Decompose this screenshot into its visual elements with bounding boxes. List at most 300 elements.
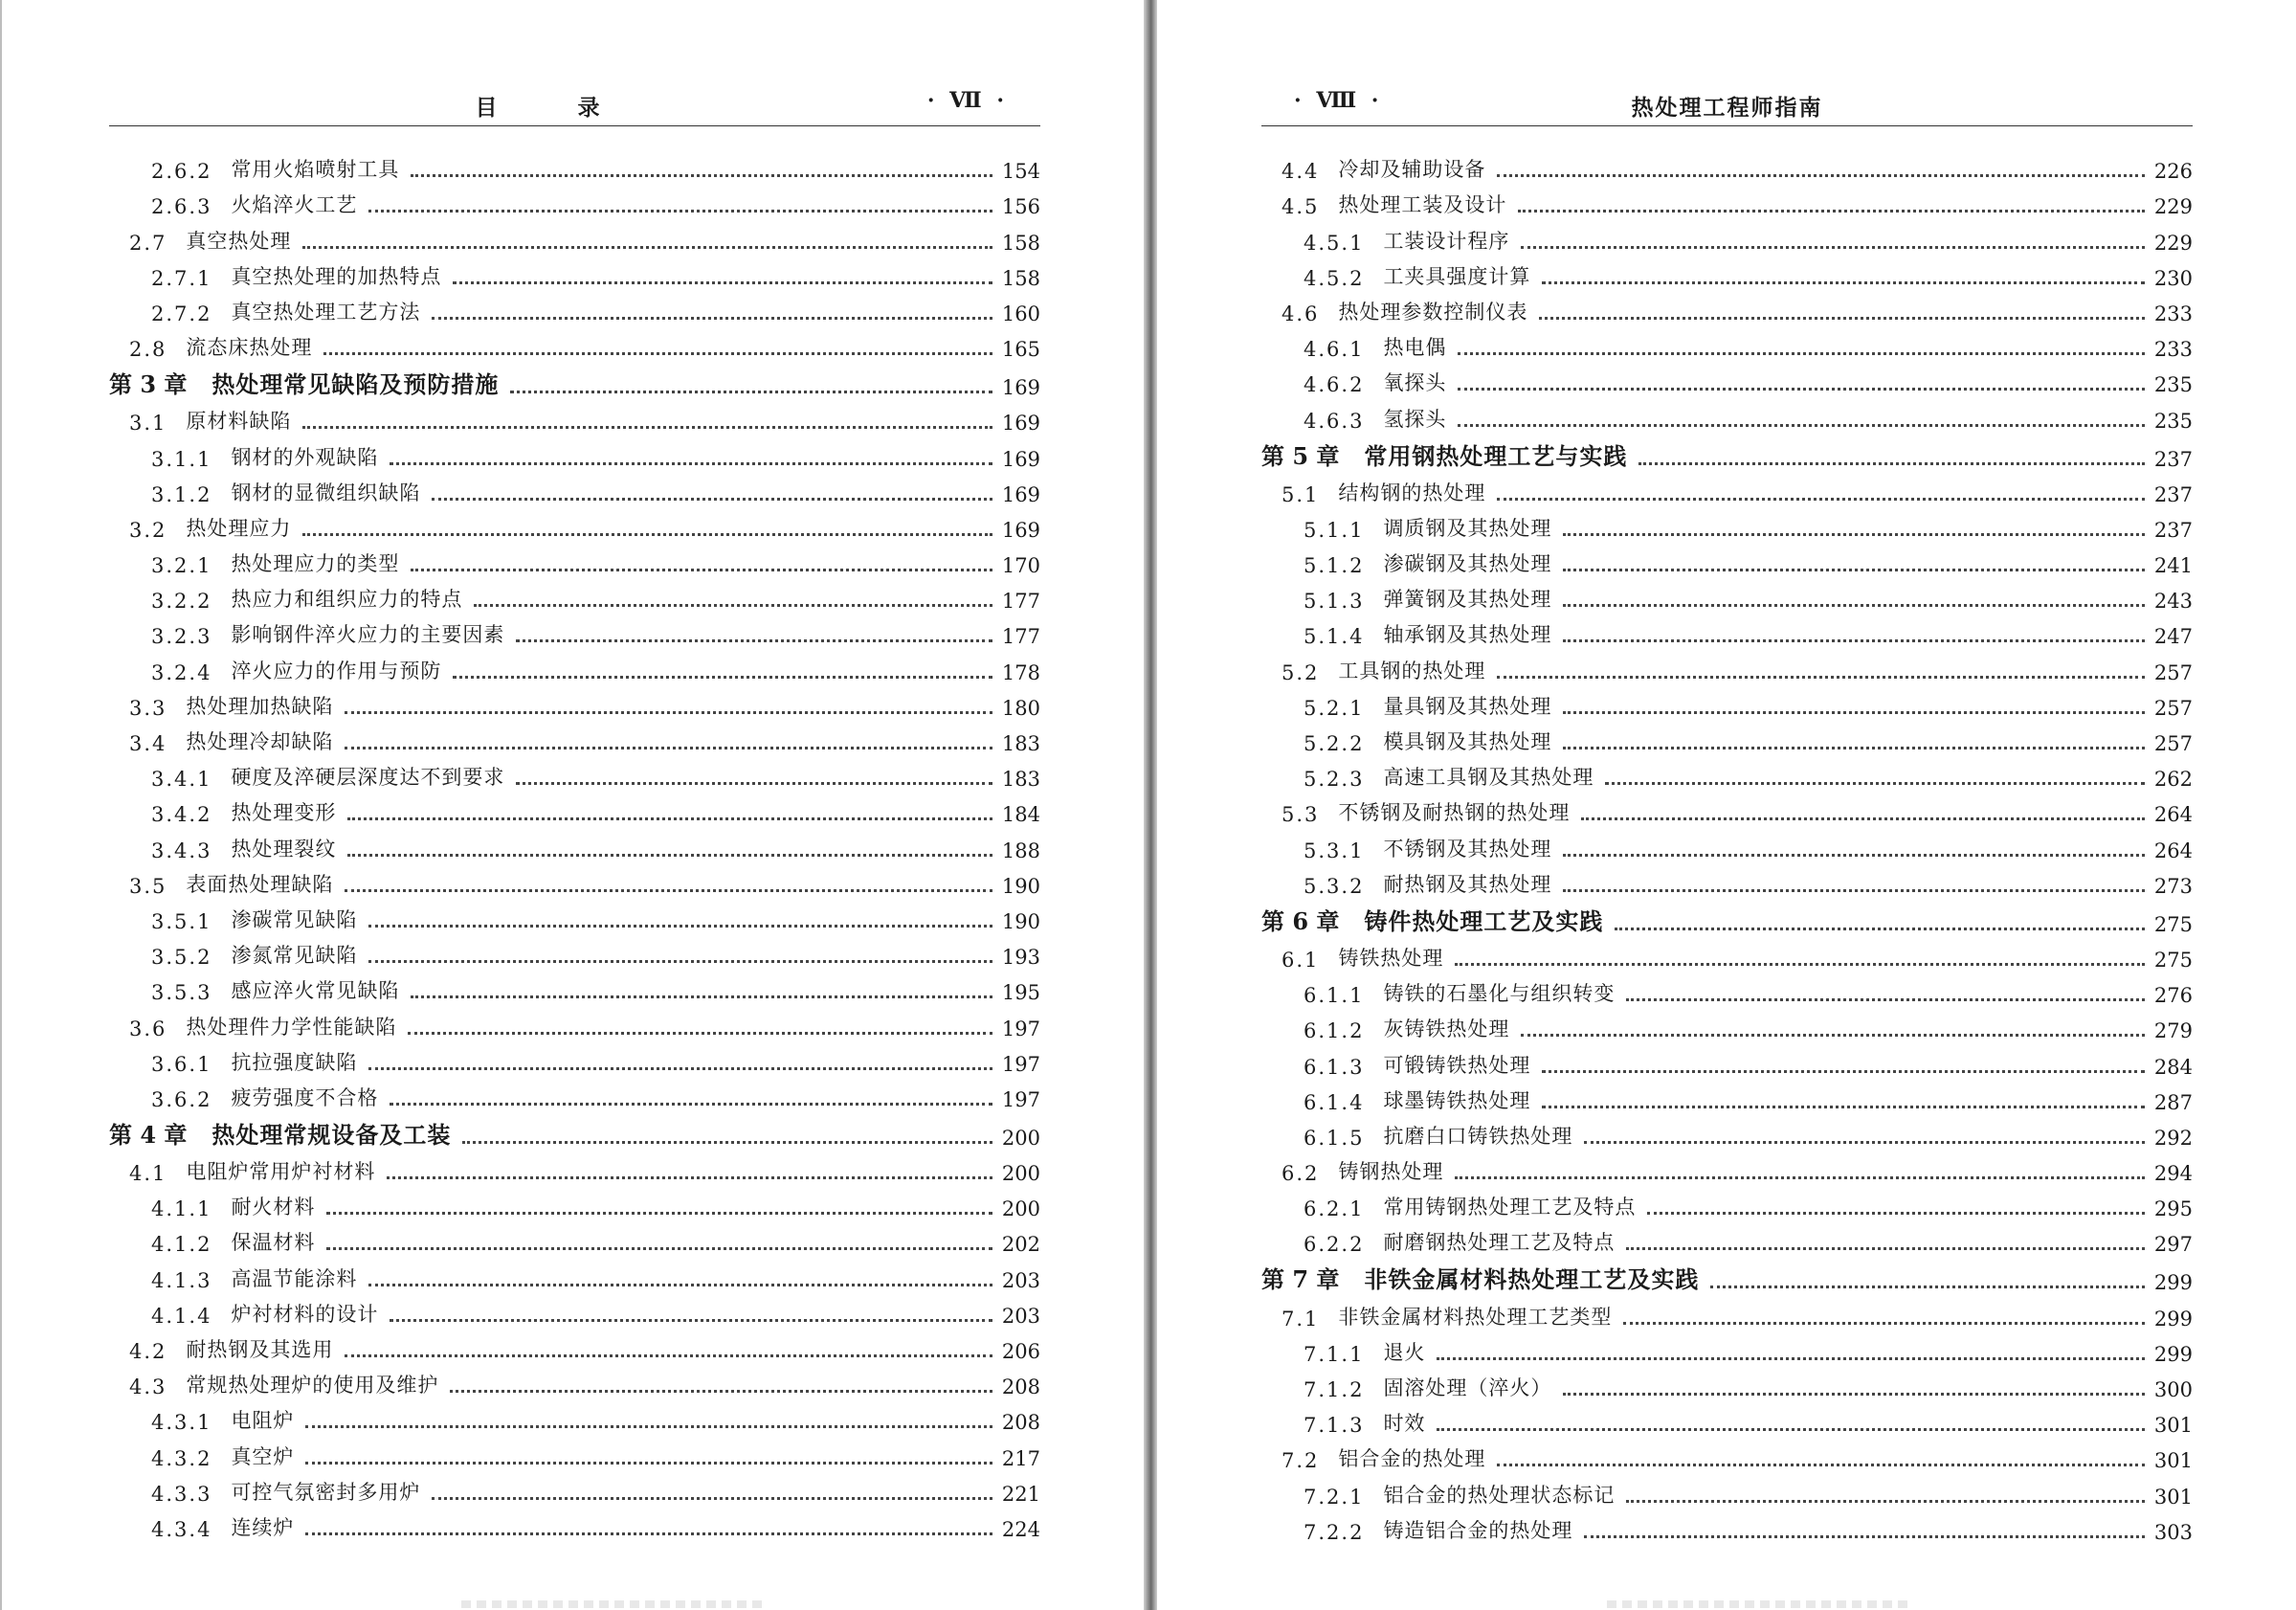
toc-entry-number: 6.1.2 (1304, 1019, 1365, 1043)
toc-entry-number: 7.1.3 (1304, 1414, 1365, 1438)
toc-dot-leader (453, 676, 992, 679)
toc-entry-title: 冷却及辅助设备 (1338, 158, 1486, 182)
toc-entry[interactable] (109, 862, 1040, 898)
toc-entry-page: 158 (1001, 231, 1040, 255)
toc-entry-title: 工夹具强度计算 (1383, 264, 1531, 288)
toc-entry[interactable] (109, 1185, 1040, 1220)
toc-entry[interactable] (1261, 1437, 2193, 1472)
toc-entry-title: 热处理加热缺陷 (186, 694, 334, 718)
toc-entry-page: 208 (1001, 1411, 1040, 1435)
toc-entry[interactable] (1261, 1401, 2193, 1437)
toc-entry-page: 183 (1001, 732, 1040, 755)
toc-entry-number: 4.6.2 (1304, 373, 1365, 397)
toc-entry-title: 模具钢及其热处理 (1383, 730, 1552, 753)
right-page-footer (1607, 1600, 1913, 1608)
toc-entry[interactable] (109, 147, 1040, 183)
toc-entry[interactable] (109, 1398, 1040, 1434)
toc-entry-page: 257 (2153, 660, 2193, 684)
toc-entry-title: 固溶处理（淬火） (1383, 1376, 1552, 1399)
toc-entry-number: 5.2.3 (1304, 768, 1365, 792)
toc-dot-leader (1584, 1535, 2144, 1538)
toc-entry-number: 3.2.1 (151, 554, 212, 578)
toc-entry-title: 铝合金的热处理状态标记 (1383, 1483, 1616, 1507)
toc-dot-leader (1563, 711, 2144, 714)
toc-entry-page: 287 (2153, 1090, 2193, 1114)
toc-entry-page: 275 (2153, 948, 2193, 972)
toc-entry-number: 2.6.2 (151, 160, 212, 184)
toc-entry[interactable] (1261, 218, 2193, 254)
toc-dot-leader (1615, 928, 2144, 930)
toc-dot-leader (1563, 854, 2144, 857)
toc-entry-number: 第 4 章 (109, 1120, 188, 1149)
toc-dot-leader (368, 1284, 992, 1286)
toc-entry-title: 耐热钢及其热处理 (1383, 872, 1552, 896)
toc-entry[interactable] (1261, 1294, 2193, 1330)
toc-entry[interactable] (1261, 826, 2193, 861)
toc-entry-number: 5.2 (1282, 660, 1320, 684)
toc-entry-number: 6.1.3 (1304, 1055, 1365, 1079)
toc-entry-page: 279 (2153, 1019, 2193, 1043)
toc-entry[interactable] (1261, 1330, 2193, 1366)
toc-entry-number: 4.1.2 (151, 1233, 212, 1257)
toc-entry-number: 3.5.3 (151, 981, 212, 1005)
toc-entry-title: 工具钢的热处理 (1338, 659, 1486, 682)
toc-entry-title: 不锈钢及耐热钢的热处理 (1338, 801, 1571, 825)
toc-dot-leader (516, 782, 992, 785)
toc-entry-number: 4.4 (1282, 160, 1320, 184)
toc-entry-title: 耐磨钢热处理工艺及特点 (1383, 1231, 1616, 1255)
left-page-footer (461, 1600, 768, 1608)
toc-entry-number: 4.6 (1282, 302, 1320, 325)
toc-entry-number: 6.1.5 (1304, 1126, 1365, 1150)
toc-dot-leader (1458, 352, 2144, 355)
toc-entry-page: 188 (1001, 839, 1040, 862)
right-toc-list (1261, 147, 2193, 1544)
toc-entry[interactable] (1261, 542, 2193, 577)
toc-entry[interactable] (1261, 791, 2193, 826)
toc-entry[interactable] (1261, 862, 2193, 898)
toc-entry[interactable] (109, 1040, 1040, 1076)
toc-entry-page: 264 (2153, 803, 2193, 827)
toc-entry-title: 影响钢件淬火应力的主要因素 (231, 623, 505, 647)
toc-entry-number: 5.2.1 (1304, 696, 1365, 720)
toc-entry-number: 3.2.2 (151, 590, 212, 614)
toc-entry-page: 235 (2153, 409, 2193, 433)
toc-entry-number: 6.1 (1282, 948, 1320, 972)
toc-entry-title: 热处理应力的类型 (231, 552, 400, 576)
toc-entry[interactable] (109, 471, 1040, 506)
toc-entry[interactable] (109, 1434, 1040, 1469)
toc-entry[interactable] (1261, 648, 2193, 683)
toc-entry-title: 渗碳钢及其热处理 (1383, 552, 1552, 576)
toc-entry[interactable] (1261, 577, 2193, 613)
toc-entry-number: 5.3 (1282, 803, 1320, 827)
toc-entry[interactable] (109, 542, 1040, 577)
toc-chapter-entry[interactable] (109, 361, 1040, 399)
toc-entry-number: 5.3.1 (1304, 839, 1365, 862)
toc-entry[interactable] (109, 1363, 1040, 1398)
toc-entry-number: 3.6.2 (151, 1087, 212, 1111)
toc-entry[interactable] (1261, 506, 2193, 542)
toc-entry-page: 156 (1001, 195, 1040, 219)
toc-entry-page: 183 (1001, 768, 1040, 792)
toc-dot-leader (1521, 246, 2144, 249)
book-gutter (1144, 0, 1157, 1610)
toc-dot-leader (1518, 210, 2145, 212)
toc-entry-number: 4.3.2 (151, 1446, 212, 1470)
toc-entry[interactable] (1261, 1220, 2193, 1256)
toc-dot-leader (1455, 1176, 2145, 1179)
toc-entry[interactable] (1261, 1007, 2193, 1042)
toc-entry-page: 262 (2153, 768, 2193, 792)
toc-entry-number: 4.5.2 (1304, 266, 1365, 290)
toc-entry-title: 热电偶 (1383, 336, 1447, 360)
toc-entry[interactable] (1261, 255, 2193, 290)
toc-entry[interactable] (1261, 972, 2193, 1007)
toc-entry-page: 230 (2153, 266, 2193, 290)
toc-entry-title: 高温节能涂料 (231, 1266, 358, 1290)
toc-entry[interactable] (109, 613, 1040, 648)
toc-entry[interactable] (109, 255, 1040, 290)
left-page-header (109, 84, 1040, 126)
toc-dot-leader (1539, 317, 2145, 320)
toc-dot-leader (302, 533, 992, 536)
toc-entry-page: 203 (1001, 1304, 1040, 1328)
toc-chapter-entry[interactable] (109, 1111, 1040, 1150)
toc-entry[interactable] (1261, 1150, 2193, 1185)
toc-entry-page: 177 (1001, 625, 1040, 649)
toc-entry-title: 热处理工装及设计 (1338, 193, 1507, 217)
toc-entry-number: 4.1 (129, 1162, 167, 1186)
toc-dot-leader (368, 1067, 992, 1070)
toc-entry-title: 退火 (1383, 1340, 1426, 1364)
toc-entry-page: 169 (1001, 376, 1040, 400)
toc-chapter-entry[interactable] (1261, 433, 2193, 471)
toc-entry-title: 真空热处理的加热特点 (231, 264, 442, 288)
toc-entry-title: 弹簧钢及其热处理 (1383, 588, 1552, 612)
toc-dot-leader (1710, 1286, 2144, 1288)
toc-entry[interactable] (1261, 1114, 2193, 1150)
toc-dot-leader (1497, 174, 2145, 177)
toc-entry-page: 301 (2153, 1414, 2193, 1438)
toc-entry[interactable] (1261, 755, 2193, 791)
toc-entry-title: 热处理件力学性能缺陷 (186, 1015, 397, 1039)
toc-entry-number: 第 3 章 (109, 370, 188, 399)
toc-entry-title: 非铁金属材料热处理工艺及实践 (1364, 1265, 1700, 1294)
toc-chapter-entry[interactable] (1261, 898, 2193, 936)
toc-entry[interactable] (1261, 471, 2193, 506)
toc-entry-number: 4.1.3 (151, 1268, 212, 1292)
toc-dot-leader (390, 1103, 992, 1106)
toc-dot-leader (453, 281, 992, 284)
toc-dot-leader (411, 174, 992, 177)
toc-dot-leader (347, 817, 992, 820)
toc-entry-title: 硬度及淬硬层深度达不到要求 (231, 766, 505, 790)
toc-entry-number: 2.7 (129, 231, 167, 255)
toc-entry-number: 2.7.1 (151, 266, 212, 290)
toc-entry-title: 常规热处理炉的使用及维护 (186, 1374, 439, 1398)
toc-entry-number: 5.2.2 (1304, 732, 1365, 755)
toc-entry[interactable] (109, 1328, 1040, 1363)
toc-entry-number: 4.3 (129, 1375, 167, 1399)
toc-entry[interactable] (109, 1076, 1040, 1111)
toc-entry-number: 3.1 (129, 412, 167, 436)
right-page-header (1261, 84, 2193, 126)
toc-entry-page: 197 (1001, 1087, 1040, 1111)
toc-entry[interactable] (109, 1506, 1040, 1541)
toc-entry-page: 235 (2153, 373, 2193, 397)
toc-entry-page: 233 (2153, 338, 2193, 362)
toc-entry[interactable] (1261, 936, 2193, 972)
toc-entry-title: 高速工具钢及其热处理 (1383, 766, 1594, 790)
toc-dot-leader (1497, 1464, 2145, 1466)
toc-entry[interactable] (109, 898, 1040, 933)
toc-entry-number: 4.5 (1282, 195, 1320, 219)
toc-entry-page: 237 (2153, 518, 2193, 542)
toc-entry-number: 3.4 (129, 732, 167, 755)
toc-entry-page: 180 (1001, 696, 1040, 720)
toc-entry[interactable] (109, 933, 1040, 969)
toc-entry[interactable] (1261, 1042, 2193, 1078)
toc-entry-page: 297 (2153, 1233, 2193, 1257)
toc-entry-title: 热应力和组织应力的特点 (231, 588, 463, 612)
toc-entry-number: 4.3.4 (151, 1517, 212, 1541)
toc-entry-title: 常用钢热处理工艺与实践 (1364, 441, 1628, 470)
toc-entry[interactable] (109, 183, 1040, 218)
toc-dot-leader (1647, 1212, 2144, 1215)
toc-entry-number: 6.1.4 (1304, 1090, 1365, 1114)
toc-entry-title: 氢探头 (1383, 407, 1447, 431)
toc-dot-leader (305, 1425, 992, 1428)
toc-entry-page: 178 (1001, 660, 1040, 684)
toc-entry-number: 7.2.1 (1304, 1485, 1365, 1509)
toc-entry-page: 160 (1001, 302, 1040, 325)
toc-entry-title: 调质钢及其热处理 (1383, 516, 1552, 540)
toc-entry[interactable] (109, 1470, 1040, 1506)
toc-dot-leader (450, 1390, 992, 1393)
toc-dot-leader (326, 1212, 992, 1215)
toc-entry[interactable] (109, 1150, 1040, 1185)
toc-dot-leader (323, 352, 992, 355)
toc-entry-page: 200 (1001, 1126, 1040, 1150)
toc-entry-page: 202 (1001, 1233, 1040, 1257)
toc-entry[interactable] (109, 1220, 1040, 1256)
toc-entry-number: 4.1.1 (151, 1197, 212, 1221)
toc-entry[interactable] (109, 684, 1040, 720)
toc-entry[interactable] (109, 969, 1040, 1004)
left-header-title: 目 录 (475, 95, 636, 121)
toc-dot-leader (1563, 569, 2144, 571)
toc-entry-page: 301 (2153, 1485, 2193, 1509)
toc-entry-number: 4.1.4 (151, 1304, 212, 1328)
toc-entry-title: 流态床热处理 (186, 336, 313, 360)
toc-entry-number: 4.3.3 (151, 1482, 212, 1506)
toc-entry[interactable] (109, 218, 1040, 254)
toc-entry[interactable] (109, 1004, 1040, 1040)
toc-entry[interactable] (1261, 1079, 2193, 1114)
toc-entry-page: 275 (2153, 912, 2193, 936)
toc-entry-title: 轴承钢及其热处理 (1383, 623, 1552, 647)
toc-entry-title: 量具钢及其热处理 (1383, 694, 1552, 718)
toc-entry[interactable] (109, 577, 1040, 613)
toc-entry-title: 渗氮常见缺陷 (231, 944, 358, 968)
toc-entry-title: 耐火材料 (231, 1196, 316, 1219)
toc-entry-number: 6.1.1 (1304, 984, 1365, 1008)
toc-dot-leader (1455, 963, 2145, 966)
toc-dot-leader (326, 1247, 992, 1250)
toc-entry-number: 5.1.4 (1304, 625, 1365, 649)
toc-entry-page: 241 (2153, 554, 2193, 578)
toc-entry-number: 3.1.2 (151, 482, 212, 506)
toc-entry[interactable] (109, 648, 1040, 683)
toc-entry-title: 热处理冷却缺陷 (186, 730, 334, 753)
toc-entry[interactable] (1261, 1472, 2193, 1508)
toc-entry-page: 233 (2153, 302, 2193, 325)
toc-entry-title: 电阻炉常用炉衬材料 (186, 1160, 376, 1184)
toc-entry-page: 169 (1001, 412, 1040, 436)
toc-dot-leader (1563, 533, 2144, 536)
toc-dot-leader (510, 391, 992, 393)
toc-entry-page: 229 (2153, 231, 2193, 255)
toc-entry[interactable] (1261, 720, 2193, 755)
toc-entry-page: 301 (2153, 1449, 2193, 1473)
toc-chapter-entry[interactable] (1261, 1256, 2193, 1294)
toc-dot-leader (1623, 1322, 2145, 1325)
toc-entry[interactable] (109, 435, 1040, 470)
toc-entry[interactable] (1261, 684, 2193, 720)
toc-entry-page: 200 (1001, 1162, 1040, 1186)
toc-entry[interactable] (1261, 1509, 2193, 1544)
toc-entry-title: 钢材的显微组织缺陷 (231, 481, 421, 504)
toc-entry-page: 169 (1001, 518, 1040, 542)
right-page-number: · Ⅷ · (1294, 88, 1383, 113)
toc-entry-number: 第 6 章 (1261, 906, 1340, 935)
toc-entry-title: 铸造铝合金的热处理 (1383, 1518, 1573, 1542)
toc-entry-number: 7.2 (1282, 1449, 1320, 1473)
right-header-title: 热处理工程师指南 (1631, 95, 1823, 121)
toc-entry-number: 第 5 章 (1261, 441, 1340, 470)
toc-entry[interactable] (1261, 183, 2193, 218)
toc-entry[interactable] (1261, 290, 2193, 325)
toc-dot-leader (1584, 1141, 2144, 1144)
toc-entry[interactable] (1261, 613, 2193, 648)
toc-entry-number: 7.2.2 (1304, 1520, 1365, 1544)
toc-entry-page: 193 (1001, 946, 1040, 970)
toc-entry-number: 4.6.3 (1304, 409, 1365, 433)
toc-entry-number: 3.2.3 (151, 625, 212, 649)
toc-entry-title: 铸铁的石墨化与组织转变 (1383, 982, 1616, 1006)
toc-entry[interactable] (1261, 361, 2193, 396)
toc-dot-leader (1542, 1070, 2144, 1073)
toc-entry[interactable] (109, 791, 1040, 826)
toc-entry-title: 可控气氛密封多用炉 (231, 1480, 421, 1504)
toc-entry[interactable] (1261, 1185, 2193, 1220)
toc-entry[interactable] (109, 1292, 1040, 1328)
toc-dot-leader (1458, 424, 2144, 427)
toc-dot-leader (462, 1141, 992, 1144)
toc-entry[interactable] (109, 506, 1040, 542)
toc-entry-title: 电阻炉 (231, 1409, 295, 1433)
toc-entry-number: 6.2.1 (1304, 1197, 1365, 1221)
toc-dot-leader (305, 1532, 992, 1535)
toc-entry[interactable] (1261, 396, 2193, 432)
toc-dot-leader (368, 925, 992, 928)
toc-entry[interactable] (109, 755, 1040, 791)
toc-entry-page: 158 (1001, 266, 1040, 290)
toc-entry-number: 3.2.4 (151, 660, 212, 684)
toc-entry-page: 299 (2153, 1307, 2193, 1330)
toc-entry-number: 3.5 (129, 874, 167, 898)
toc-entry[interactable] (1261, 325, 2193, 361)
right-page (1157, 0, 2296, 1610)
toc-entry-page: 237 (2153, 482, 2193, 506)
toc-entry-title: 保温材料 (231, 1231, 316, 1255)
toc-entry-page: 221 (1001, 1482, 1040, 1506)
toc-dot-leader (1437, 1428, 2144, 1431)
toc-entry-title: 氧探头 (1383, 371, 1447, 395)
toc-entry-page: 226 (2153, 160, 2193, 184)
toc-entry-number: 4.5.1 (1304, 231, 1365, 255)
toc-dot-leader (345, 889, 992, 892)
toc-entry-page: 257 (2153, 732, 2193, 755)
toc-entry-page: 299 (2153, 1342, 2193, 1366)
toc-entry-title: 热处理常规设备及工装 (212, 1120, 452, 1149)
toc-entry[interactable] (109, 399, 1040, 435)
toc-dot-leader (368, 960, 992, 963)
toc-entry[interactable] (109, 1256, 1040, 1291)
toc-dot-leader (1563, 604, 2144, 607)
toc-dot-leader (345, 711, 992, 714)
toc-dot-leader (1563, 639, 2144, 642)
toc-dot-leader (368, 210, 992, 212)
toc-entry-title: 工装设计程序 (1383, 229, 1510, 253)
toc-entry-page: 292 (2153, 1126, 2193, 1150)
toc-entry[interactable] (1261, 147, 2193, 183)
toc-entry[interactable] (1261, 1366, 2193, 1401)
toc-entry-page: 217 (1001, 1446, 1040, 1470)
toc-entry-page: 195 (1001, 981, 1040, 1005)
toc-dot-leader (390, 1319, 992, 1322)
toc-entry-title: 真空热处理 (186, 229, 292, 253)
toc-entry-page: 197 (1001, 1052, 1040, 1076)
toc-entry-title: 真空炉 (231, 1444, 295, 1468)
toc-dot-leader (1458, 388, 2144, 391)
toc-entry[interactable] (109, 290, 1040, 325)
toc-entry-page: 237 (2153, 447, 2193, 471)
toc-entry-number: 3.4.2 (151, 803, 212, 827)
toc-dot-leader (474, 604, 992, 607)
toc-entry-title: 耐热钢及其选用 (186, 1338, 334, 1361)
toc-entry-page: 169 (1001, 482, 1040, 506)
toc-entry[interactable] (109, 325, 1040, 361)
toc-entry[interactable] (109, 720, 1040, 755)
toc-dot-leader (1437, 1357, 2144, 1360)
toc-entry-page: 224 (1001, 1517, 1040, 1541)
toc-entry-title: 感应淬火常见缺陷 (231, 979, 400, 1003)
toc-entry[interactable] (109, 826, 1040, 861)
toc-dot-leader (302, 426, 992, 429)
toc-dot-leader (345, 747, 992, 749)
toc-entry-page: 170 (1001, 554, 1040, 578)
left-toc-list (109, 147, 1040, 1541)
toc-entry-number: 6.2 (1282, 1162, 1320, 1186)
toc-dot-leader (1542, 1106, 2144, 1108)
toc-entry-number: 2.7.2 (151, 302, 212, 325)
toc-entry-number: 7.1 (1282, 1307, 1320, 1330)
toc-entry-page: 203 (1001, 1268, 1040, 1292)
toc-entry-title: 结构钢的热处理 (1338, 481, 1486, 504)
toc-entry-title: 连续炉 (231, 1515, 295, 1539)
